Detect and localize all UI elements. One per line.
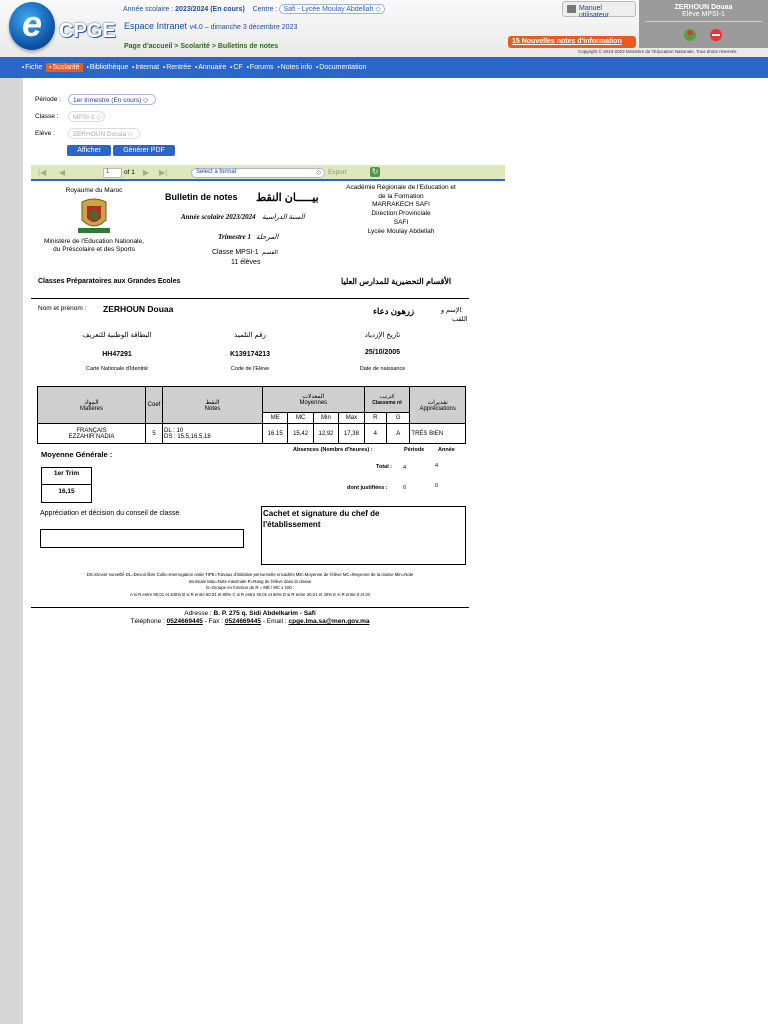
cin-label: Carte Nationale d'Identité xyxy=(86,366,148,372)
nav-bibliotheque[interactable]: •Bibliothèque xyxy=(86,64,129,71)
cell-max: 17,38 xyxy=(339,424,364,444)
user-actions xyxy=(639,25,768,45)
logout-icon[interactable] xyxy=(710,29,722,41)
eleve-select[interactable]: ZERHOUN Douaa ◇ xyxy=(68,128,140,139)
main-nav xyxy=(0,57,768,78)
last-page-icon[interactable]: ▶| xyxy=(159,168,168,177)
nav-forums[interactable]: •Forums xyxy=(246,64,274,71)
cell-appreciation: TRÈS BIEN xyxy=(410,424,466,444)
user-divider xyxy=(645,21,762,22)
total-label: Total : xyxy=(376,464,393,470)
profile-icon[interactable] xyxy=(684,29,696,41)
cell-mc: 15,42 xyxy=(288,424,313,444)
birth-value: 25/10/2005 xyxy=(364,349,401,356)
absences-periode: Période xyxy=(404,447,425,453)
th-r: R xyxy=(364,413,386,424)
cell-min: 12,92 xyxy=(313,424,338,444)
annee-ar: السنة الدراسية xyxy=(262,213,305,221)
export-link[interactable]: Export xyxy=(328,169,347,176)
printer-icon xyxy=(567,5,576,13)
moroccan-emblem-icon xyxy=(76,196,112,236)
trimestre-ar: المرحلة xyxy=(256,233,279,241)
cell-r: 4 xyxy=(364,424,386,444)
total-periode: 4 xyxy=(403,465,407,471)
cell-coef: 5 xyxy=(146,424,163,444)
cachet-line2: l'établissement xyxy=(263,520,321,529)
cin-value: HH47291 xyxy=(102,351,132,358)
format-select[interactable]: Select a format ◇ xyxy=(191,168,325,178)
footer-address: Adresse : B. P. 275 q. Sidi Abdelkarim - Safi xyxy=(184,610,316,617)
trim-box-divider xyxy=(41,484,92,485)
footer-divider xyxy=(31,607,469,608)
manual-label: Manuel utilisateur xyxy=(579,5,609,19)
cell-notes: DL : 10 DS : 15.5,16.5,18 xyxy=(163,424,263,444)
title-fr: Bulletin de notes xyxy=(165,192,238,202)
th-notes: النقط Notes xyxy=(163,387,263,424)
trim-label: 1er Trim xyxy=(53,470,80,477)
title-ar: بيـــــان النقط xyxy=(256,192,319,204)
cell-g: A xyxy=(387,424,410,444)
cpge-logo[interactable]: e xyxy=(9,2,55,50)
code-ar: رقم التلميذ xyxy=(234,332,266,339)
cpge-fr: Classes Préparatoires aux Grandes Ecoles xyxy=(38,278,181,285)
eleve-label: Elève : xyxy=(35,130,55,137)
classe-ar: القسم xyxy=(262,250,278,256)
trimestre: Trimestre 1 xyxy=(218,233,251,241)
eleves-count: 11 élèves xyxy=(231,259,261,266)
pdf-button[interactable]: Générer PDF xyxy=(113,145,175,156)
cell-matiere: FRANÇAIS EZZAHIR NADIA xyxy=(38,424,146,444)
academie-line5: SAFI xyxy=(393,219,409,226)
cell-me: 16.15 xyxy=(263,424,288,444)
afficher-button[interactable]: Afficher xyxy=(67,145,111,156)
header xyxy=(0,0,768,57)
academie-line6: Lycée Moulay Abdellah xyxy=(367,228,435,235)
prev-page-icon[interactable]: ◀ xyxy=(59,168,66,177)
table-row xyxy=(38,424,466,444)
nav-fiche[interactable]: •Fiche xyxy=(22,64,43,71)
footer-contact: Téléphone : 0524669445 - Fax : 0524669445 - Email : cpge.lma.sa@men.gov.ma xyxy=(130,618,370,625)
justifiees-periode: 0 xyxy=(403,485,407,491)
first-page-icon[interactable]: |◀ xyxy=(38,168,47,177)
nom-label: Nom et prénom : xyxy=(38,305,87,312)
code-value: K139174213 xyxy=(229,351,271,358)
periode-select[interactable]: 1er trimestre (En cours) ◇ xyxy=(68,94,156,105)
th-me: ME xyxy=(263,413,288,424)
new-notes-banner[interactable] xyxy=(508,36,636,48)
appreciation-box xyxy=(40,529,244,548)
breadcrumb[interactable]: Page d'accueil > Scolarité > Bulletins de notes xyxy=(124,43,279,50)
total-annee: 4 xyxy=(435,463,439,469)
nav-rentree[interactable]: •Rentrée xyxy=(163,64,192,71)
th-max: Max xyxy=(339,413,364,424)
nav-scolarite[interactable]: •Scolarité xyxy=(46,63,82,72)
moyenne-generale-label: Moyenne Générale : xyxy=(41,450,113,459)
centre-label: Centre : xyxy=(252,6,280,13)
ministere-line1: Ministère de l'Education Nationale, xyxy=(44,238,144,245)
legend-line2: minimale Max=Note maximale R=Rang de l'élève dans la classe xyxy=(188,579,312,584)
th-min: Min xyxy=(313,413,338,424)
academie-line4: Direction Provinciale xyxy=(371,210,431,217)
year-centre-line xyxy=(123,4,385,14)
academie-line3: MARRAKECH SAFI xyxy=(372,201,430,208)
nav-internat[interactable]: •Internat xyxy=(132,64,160,71)
espace-title: Espace Intranet xyxy=(124,21,188,31)
nom-value: ZERHOUN Douaa xyxy=(103,304,174,314)
divider-1 xyxy=(31,298,469,299)
nom-ar-label1: الإسم و: xyxy=(441,307,464,314)
nom-ar-label2: اللقب xyxy=(452,316,468,323)
nav-items xyxy=(22,57,370,78)
user-role: Elève MPSI-1 xyxy=(682,11,725,18)
espace-intranet xyxy=(124,21,297,31)
brand-name: CPGE xyxy=(59,20,116,42)
th-appreciations: تقديرات Appréciations xyxy=(410,387,466,424)
annee-fr: Année scolaire 2023/2024 xyxy=(181,213,256,221)
academie-line2: de la Formation xyxy=(378,193,424,200)
nav-documentation[interactable]: •Documentation xyxy=(316,64,367,71)
academie-line1: Académie Régionale de l'Education et xyxy=(346,184,456,191)
left-sidebar xyxy=(0,78,23,1024)
year-value: 2023/2024 (En cours) xyxy=(175,6,245,13)
th-g: G xyxy=(387,413,410,424)
year-label: Année scolaire : xyxy=(123,6,176,13)
legend-line1: DS=Devoir surveillé DL=Devoir libre Colle=Interrogation orale TIPE=Travaux d'initiative personnelle encadrés ME=Moyenne de l'élève MC=Moyenne de la classe Min=Note xyxy=(86,572,414,577)
th-coef: Coef xyxy=(146,387,163,424)
next-page-icon[interactable]: ▶ xyxy=(143,168,150,177)
page-count: of 1 xyxy=(124,169,135,176)
user-name: ZERHOUN Douaa xyxy=(674,4,733,11)
centre-select[interactable]: Safi - Lycée Moulay Abdellah ◇ xyxy=(279,4,384,14)
classe-select[interactable]: MPSI-1 ◇ xyxy=(68,111,105,122)
grades-table xyxy=(37,386,466,444)
nav-notes-info[interactable]: •Notes info xyxy=(277,64,313,71)
classe-label: Classe : xyxy=(35,113,59,120)
code-label: Code de l'Elève xyxy=(230,366,270,372)
copyright: Copyright © 2010-2023 Ministère de l'Education Nationale. Tous droits réservés. xyxy=(578,49,738,54)
ministere-line2: du Préscolaire et des Sports xyxy=(53,246,135,253)
nom-ar: زرهون دعاء xyxy=(373,306,415,316)
legend-line4: A si R entre 80,01 et 100% B si R entre 60,01 et 80% C si R entre 40,01 et 60% D si R entre 20,01 et 40% E si R entre 0 et 20 xyxy=(129,592,371,597)
th-classement: الترتيب Classeme nt xyxy=(364,387,410,413)
cpge-ar: الأقسام التحضيرية للمدارس العليا xyxy=(341,277,452,286)
periode-label: Période : xyxy=(35,96,62,103)
legend-line3: G=Groupe en fonction de R = ME / MC x 100 : xyxy=(205,585,295,590)
page-input[interactable]: 1 xyxy=(103,168,122,178)
nav-cf[interactable]: •CF xyxy=(230,64,243,71)
justifiees-annee: 0 xyxy=(435,483,439,489)
th-matieres: المواد Matières xyxy=(38,387,146,424)
version-date: v4.0 – dimanche 3 décembre 2023 xyxy=(189,24,298,31)
centre-value: Safi - Lycée Moulay Abdellah xyxy=(283,6,374,13)
manual-button[interactable] xyxy=(562,1,636,17)
classe-line: Classe MPSI-1 xyxy=(212,249,259,256)
absences-annee: Année xyxy=(438,447,455,453)
user-box xyxy=(639,0,768,48)
absences-label: Absences (Nombre d'heures) : xyxy=(293,447,373,453)
royaume: Royaume du Maroc xyxy=(65,187,123,194)
report-toolbar xyxy=(31,165,505,181)
justifiees-label: dont justifiées : xyxy=(347,485,388,491)
th-moyennes: المعدلات Moyennes xyxy=(263,387,365,413)
birth-ar: تاريخ الإزدياد xyxy=(364,332,401,339)
birth-label: Date de naissance xyxy=(359,366,406,372)
new-notes-label: 15 Nouvelles notes d'information xyxy=(512,38,622,45)
nav-annuaire[interactable]: •Annuaire xyxy=(195,64,227,71)
cin-ar: البطاقة الوطنية للتعريف xyxy=(82,332,152,339)
appreciation-label: Appréciation et décision du conseil de classe xyxy=(40,510,180,517)
th-mc: MC xyxy=(288,413,313,424)
refresh-icon[interactable]: ↻ xyxy=(371,167,379,176)
trim-value: 16,15 xyxy=(58,488,75,495)
cachet-line1: Cachet et signature du chef de xyxy=(263,509,380,518)
